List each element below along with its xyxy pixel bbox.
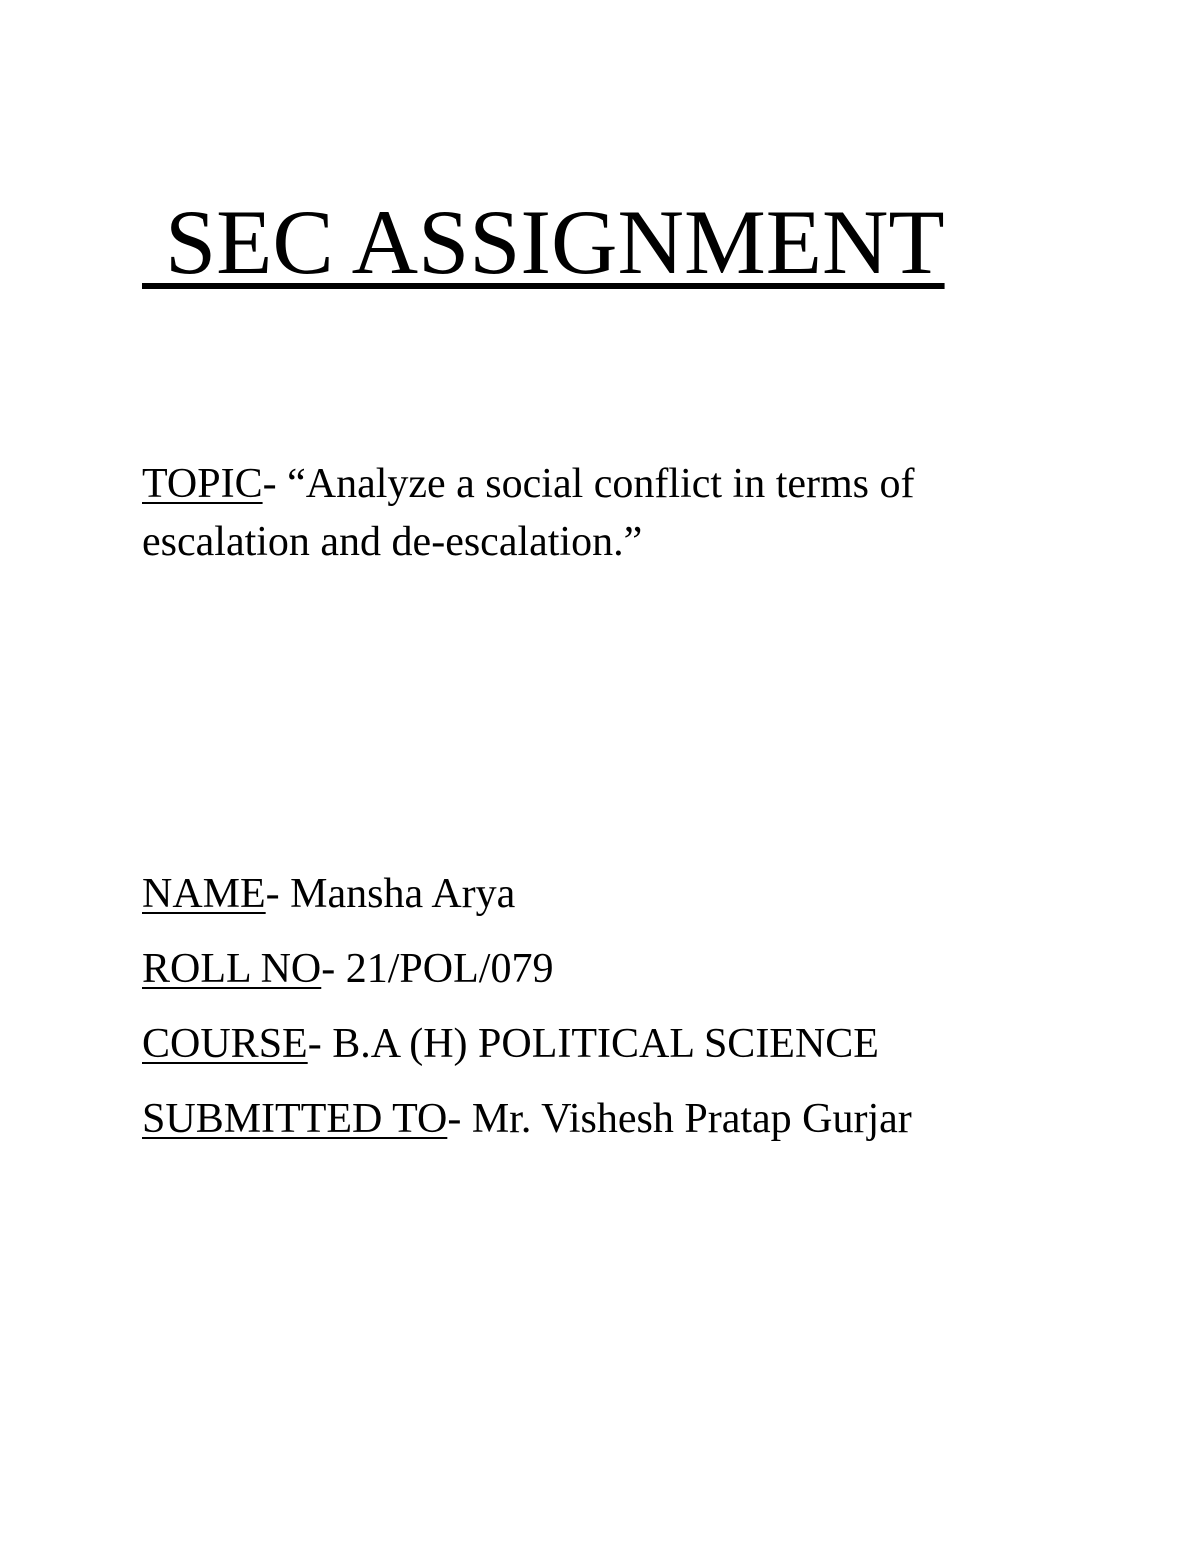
- topic-label: TOPIC: [142, 461, 263, 507]
- roll-no-field: [142, 943, 553, 995]
- roll-no-value: 21/POL/079: [345, 946, 554, 992]
- submitted-to-value: Mr. Vishesh Pratap Gurjar: [471, 1096, 912, 1142]
- name-field: [142, 868, 515, 920]
- submitted-to-field: [142, 1093, 912, 1145]
- name-label: NAME: [142, 871, 266, 917]
- topic-block: [142, 455, 1042, 571]
- course-separator: -: [307, 1021, 333, 1067]
- document-title: SEC ASSIGNMENT: [142, 191, 945, 293]
- course-value: B.A (H) POLITICAL SCIENCE: [332, 1021, 879, 1067]
- name-separator: -: [265, 871, 291, 917]
- course-label: COURSE: [142, 1021, 308, 1067]
- topic-text: “Analyze a social conflict in terms of escalation and de-escalation.”: [142, 461, 915, 565]
- topic-separator: -: [262, 461, 288, 507]
- submitted-to-separator: -: [447, 1096, 472, 1142]
- roll-no-label: ROLL NO: [142, 946, 322, 992]
- name-value: Mansha Arya: [290, 871, 516, 917]
- roll-no-separator: -: [321, 946, 346, 992]
- course-field: [142, 1018, 879, 1070]
- submitted-to-label: SUBMITTED TO: [142, 1096, 448, 1142]
